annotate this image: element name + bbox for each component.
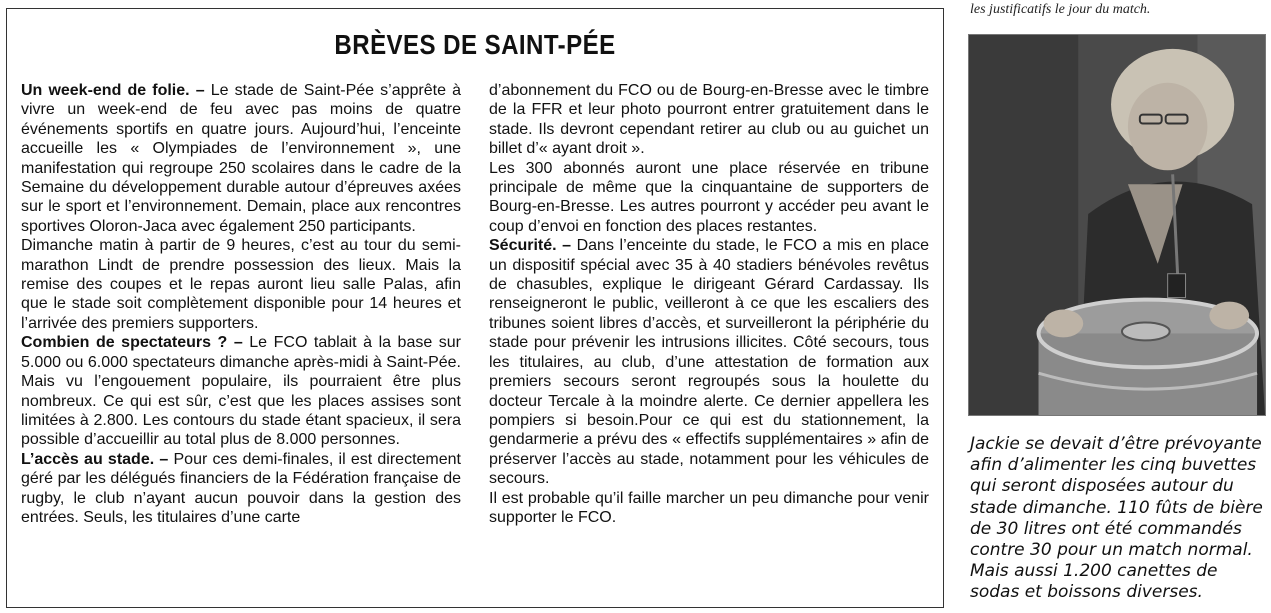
paragraph-text: Pour ces demi-finales, il est directement géré par les délégués financiers de la Fédération française de rugby, le club n’ayant aucun pouvoir dans la gestion des entrées. Seuls, les titulaires d’une carte [21,450,461,526]
paragraph [21,81,461,236]
paragraph [489,236,929,488]
photo-woman-carrying-beer-keg [969,35,1265,415]
article-headline: BRÈVES DE SAINT-PÉE [334,29,616,60]
article-left-column [21,81,461,527]
paragraph [489,489,929,528]
article-photo [968,34,1266,416]
paragraph-text: Dimanche matin à partir de 9 heures, c’est au tour du semi-marathon Lindt de prendre possession des lieux. Mais la remise des coupes et le repas auront lieu salle Palas, afin que le stade soit complètement disponible pour 14 heures et l’arrivée des premiers supporters. [21,237,461,332]
paragraph [21,450,461,528]
article-right-column [489,81,929,527]
paragraph-text: Les 300 abonnés auront une place réservée en tribune principale de même que la cinquantaine de supporters de Bourg-en-Bresse. Les autres pourront y accéder peu avant le coup d’envoi en fonction des places restantes. [489,159,929,235]
article-box [6,8,944,608]
paragraph [489,81,929,159]
paragraph-lead: Combien de spectateurs ? – [21,334,243,352]
paragraph [21,333,461,449]
previous-article-caption-fragment: les justificatifs le jour du match. [970,2,1151,17]
paragraph-lead: L’accès au stade. – [21,450,169,468]
photo-caption: Jackie se devait d’être prévoyante afin d’alimenter les cinq buvettes qui seront disposées autour du stade dimanche. 110 fûts de bière de 30 litres ont été commandés contre 30 pour un match normal. Mais aussi 1.200 canettes de sodas et boissons diverses. [970,434,1263,603]
paragraph-text: Le FCO tablait à la base sur 5.000 ou 6.000 spectateurs dimanche après-midi à Saint-Pée. Mais vu l’engouement populaire, ils pourraient être plus nombreux. Ce qui est sûr, c’est que les places assises sont limitées à 2.800. Les contours du stade étant spacieux, il sera possible d’accueillir au total plus de 8.000 personnes. [21,334,462,449]
paragraph-text: Il est probable qu’il faille marcher un peu dimanche pour venir supporter le FCO. [489,489,929,526]
paragraph-lead: Sécurité. – [489,237,572,255]
paragraph [21,236,461,333]
paragraph-text: Dans l’enceinte du stade, le FCO a mis en place un dispositif spécial avec 35 à 40 stadiers bénévoles revêtus de chasubles, explique le dirigeant Gérard Cardassay. Ils renseigneront le public, veilleront à ce que les escaliers des tribunes soient libres d’accès, et surveilleront la périphérie du stade pour prévenir les intrusions illicites. Côté secours, tous les titulaires, au club, d’une attestation de formation aux premiers secours seront regroupés sous la houlette du docteur Tercale à la moindre alerte. Ce dernier appellera les pompiers si besoin.Pour ce qui est du stationnement, la gendarmerie a prévu des « effectifs supplémentaires » afin de préserver l’accès au stade, notamment pour les véhicules de secours. [489,237,929,488]
paragraph-lead: Un week-end de folie. – [21,82,205,99]
paragraph-text: Le stade de Saint-Pée s’apprête à vivre un week-end de feu avec pas moins de quatre événements sportifs en quatre jours. Aujourd’hui, l’enceinte accueille les « Olympiades de l’environnement », une manifestation qui regroupe 250 scolaires dans le cadre de la Semaine du développement durable autour d’épreuves axées sur le sport et l’environnement. Demain, place aux rencontres sportives Oloron-Jaca avec également 250 participants. [21,82,462,235]
paragraph [489,159,929,237]
paragraph-text: d’abonnement du FCO ou de Bourg-en-Bresse avec le timbre de la FFR et leur photo pourront entrer gratuitement dans le stade. Ils devront cependant retirer au club ou au guichet un billet d’« ayant droit ». [489,82,929,158]
